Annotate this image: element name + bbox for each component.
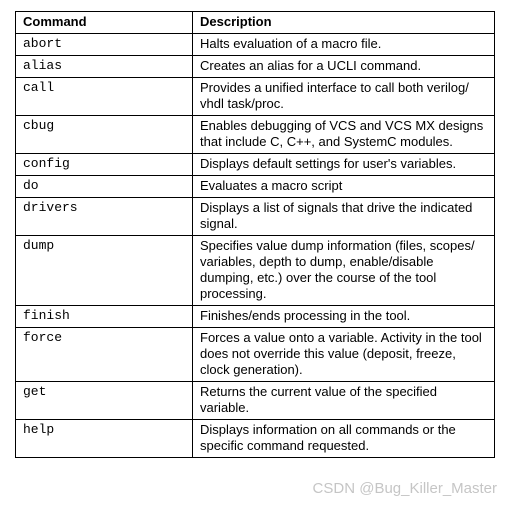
- command-cell: call: [16, 78, 193, 116]
- table-row: [16, 328, 495, 382]
- table-row: [16, 78, 495, 116]
- table-row: [16, 236, 495, 306]
- table-row: [16, 154, 495, 176]
- description-cell: Provides a unified interface to call both verilog/ vhdl task/proc.: [193, 78, 495, 116]
- command-cell: cbug: [16, 116, 193, 154]
- command-cell: config: [16, 154, 193, 176]
- description-cell: Displays a list of signals that drive the indicated signal.: [193, 198, 495, 236]
- table-row: [16, 382, 495, 420]
- table-row: [16, 116, 495, 154]
- description-cell: Forces a value onto a variable. Activity in the tool does not override this value (deposit, freeze, clock generation).: [193, 328, 495, 382]
- description-cell: Creates an alias for a UCLI command.: [193, 56, 495, 78]
- description-cell: Displays default settings for user's variables.: [193, 154, 495, 176]
- table-row: [16, 176, 495, 198]
- table-row: [16, 306, 495, 328]
- description-cell: Finishes/ends processing in the tool.: [193, 306, 495, 328]
- table-header-row: [16, 12, 495, 34]
- command-cell: drivers: [16, 198, 193, 236]
- command-cell: get: [16, 382, 193, 420]
- header-description: Description: [193, 12, 495, 34]
- description-cell: Returns the current value of the specified variable.: [193, 382, 495, 420]
- command-table: [15, 11, 495, 458]
- description-cell: Evaluates a macro script: [193, 176, 495, 198]
- command-cell: force: [16, 328, 193, 382]
- command-cell: dump: [16, 236, 193, 306]
- command-cell: alias: [16, 56, 193, 78]
- table-row: [16, 56, 495, 78]
- watermark: CSDN @Bug_Killer_Master: [312, 480, 497, 497]
- table-row: [16, 34, 495, 56]
- command-cell: help: [16, 420, 193, 458]
- description-cell: Displays information on all commands or the specific command requested.: [193, 420, 495, 458]
- description-cell: Halts evaluation of a macro file.: [193, 34, 495, 56]
- header-command: Command: [16, 12, 193, 34]
- table-row: [16, 420, 495, 458]
- table-row: [16, 198, 495, 236]
- description-cell: Specifies value dump information (files, scopes/ variables, depth to dump, enable/disable dumping, etc.) over the course of the tool processing.: [193, 236, 495, 306]
- command-cell: do: [16, 176, 193, 198]
- description-cell: Enables debugging of VCS and VCS MX designs that include C, C++, and SystemC modules.: [193, 116, 495, 154]
- command-cell: abort: [16, 34, 193, 56]
- command-cell: finish: [16, 306, 193, 328]
